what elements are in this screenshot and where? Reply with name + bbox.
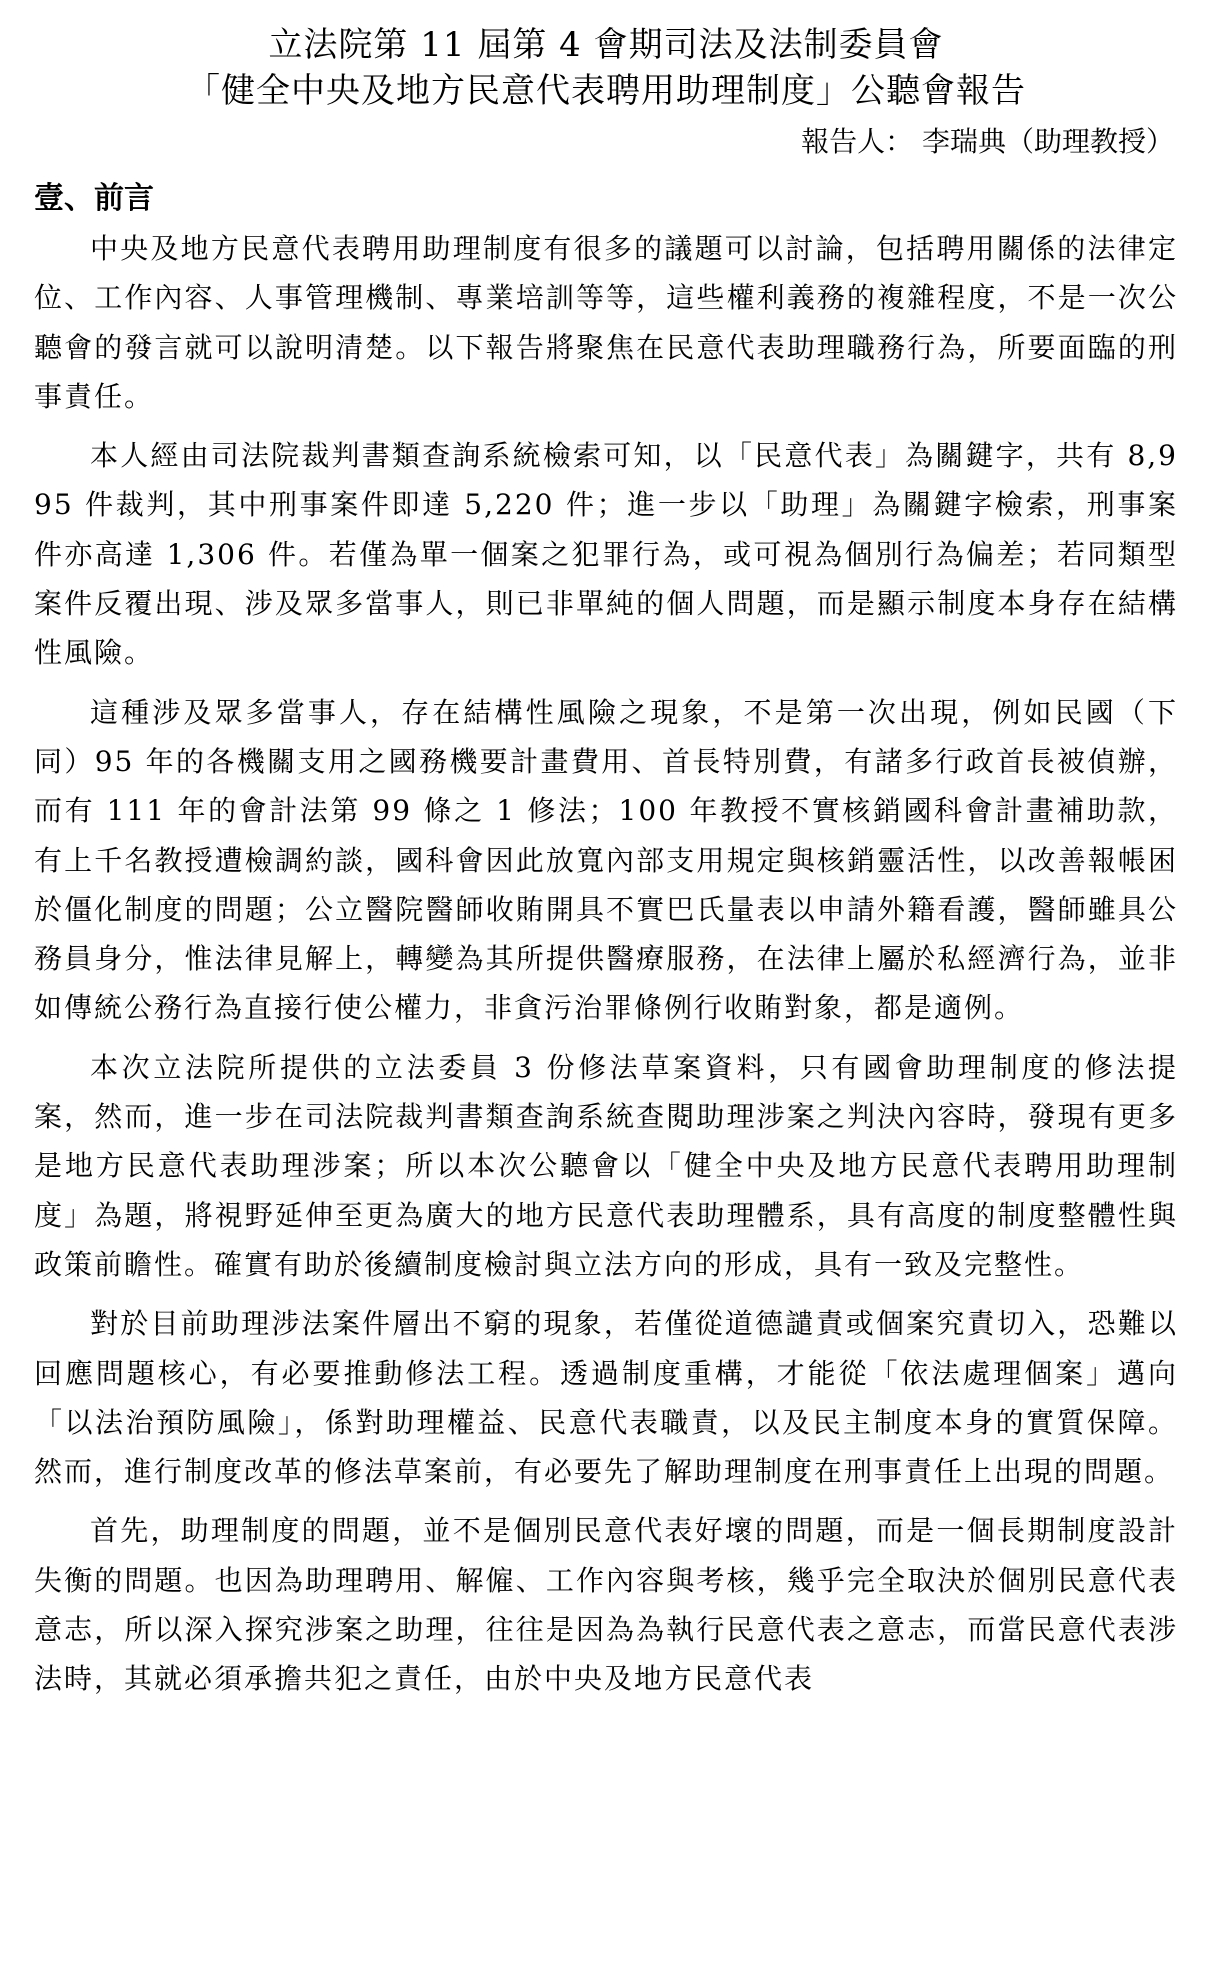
body-paragraph: 中央及地方民意代表聘用助理制度有很多的議題可以討論，包括聘用關係的法律定位、工作內容、人事管理機制、專業培訓等等，這些權利義務的複雜程度，不是一次公聽會的發言就可以說明清楚。以下報告將聚焦在民意代表助理職務行為，所要面臨的刑事責任。: [34, 232, 1178, 413]
section-heading: 壹、前言: [34, 181, 154, 216]
body-paragraph: 這種涉及眾多當事人，存在結構性風險之現象，不是第一次出現，例如民國（下同）95 年的各機關支用之國務機要計畫費用、首長特別費，有諸多行政首長被偵辦，而有 111 年的會計法第 99 條之 1 修法；100 年教授不實核銷國科會計畫補助款，有上千名教授遭檢調約談，國科會因此放寬內部支用規定與核銷靈活性，以改善報帳困於僵化制度的問題；公立醫院醫師收賄開具不實巴氏量表以申請外籍看護，醫師雖具公務員身分，惟法律見解上，轉變為其所提供醫療服務，在法律上屬於私經濟行為，並非如傳統公務行為直接行使公權力，非貪污治罪條例行收賄對象，都是適例。: [34, 695, 1178, 1025]
document-title-line-2: 「健全中央及地方民意代表聘用助理制度」公聽會報告: [186, 71, 1026, 111]
body-paragraph: 本次立法院所提供的立法委員 3 份修法草案資料，只有國會助理制度的修法提案，然而，進一步在司法院裁判書類查詢系統查閱助理涉案之判決內容時，發現有更多是地方民意代表助理涉案；所以本次公聽會以「健全中央及地方民意代表聘用助理制度」為題，將視野延伸至更為廣大的地方民意代表助理體系，具有高度的制度整體性與政策前瞻性。確實有助於後續制度檢討與立法方向的形成，具有一致及完整性。: [34, 1050, 1178, 1281]
body-paragraph: 對於目前助理涉法案件層出不窮的現象，若僅從道德譴責或個案究責切入，恐難以回應問題核心，有必要推動修法工程。透過制度重構，才能從「依法處理個案」邁向「以法治預防風險」，係對助理權益、民意代表職責，以及民主制度本身的實質保障。然而，進行制度改革的修法草案前，有必要先了解助理制度在刑事責任上出現的問題。: [34, 1307, 1178, 1489]
document-page: [34, 22, 1178, 1704]
reporter-line: 報告人： 李瑞典（助理教授）: [801, 125, 1174, 158]
body-paragraph: 首先，助理制度的問題，並不是個別民意代表好壞的問題，而是一個長期制度設計失衡的問題。也因為助理聘用、解僱、工作內容與考核，幾乎完全取決於個別民意代表意志，所以深入探究涉案之助理，往往是因為為執行民意代表之意志，而當民意代表涉法時，其就必須承擔共犯之責任，由於中央及地方民意代表: [34, 1514, 1178, 1696]
document-title-line-1: 立法院第 11 屆第 4 會期司法及法制委員會: [268, 25, 944, 65]
body-paragraph: 本人經由司法院裁判書類查詢系統檢索可知，以「民意代表」為關鍵字，共有 8,995 件裁判，其中刑事案件即達 5,220 件；進一步以「助理」為關鍵字檢索，刑事案件亦高達 1,306 件。若僅為單一個案之犯罪行為，或可視為個別行為偏差；若同類型案件反覆出現、涉及眾多當事人，則已非單純的個人問題，而是顯示制度本身存在結構性風險。: [34, 439, 1178, 670]
